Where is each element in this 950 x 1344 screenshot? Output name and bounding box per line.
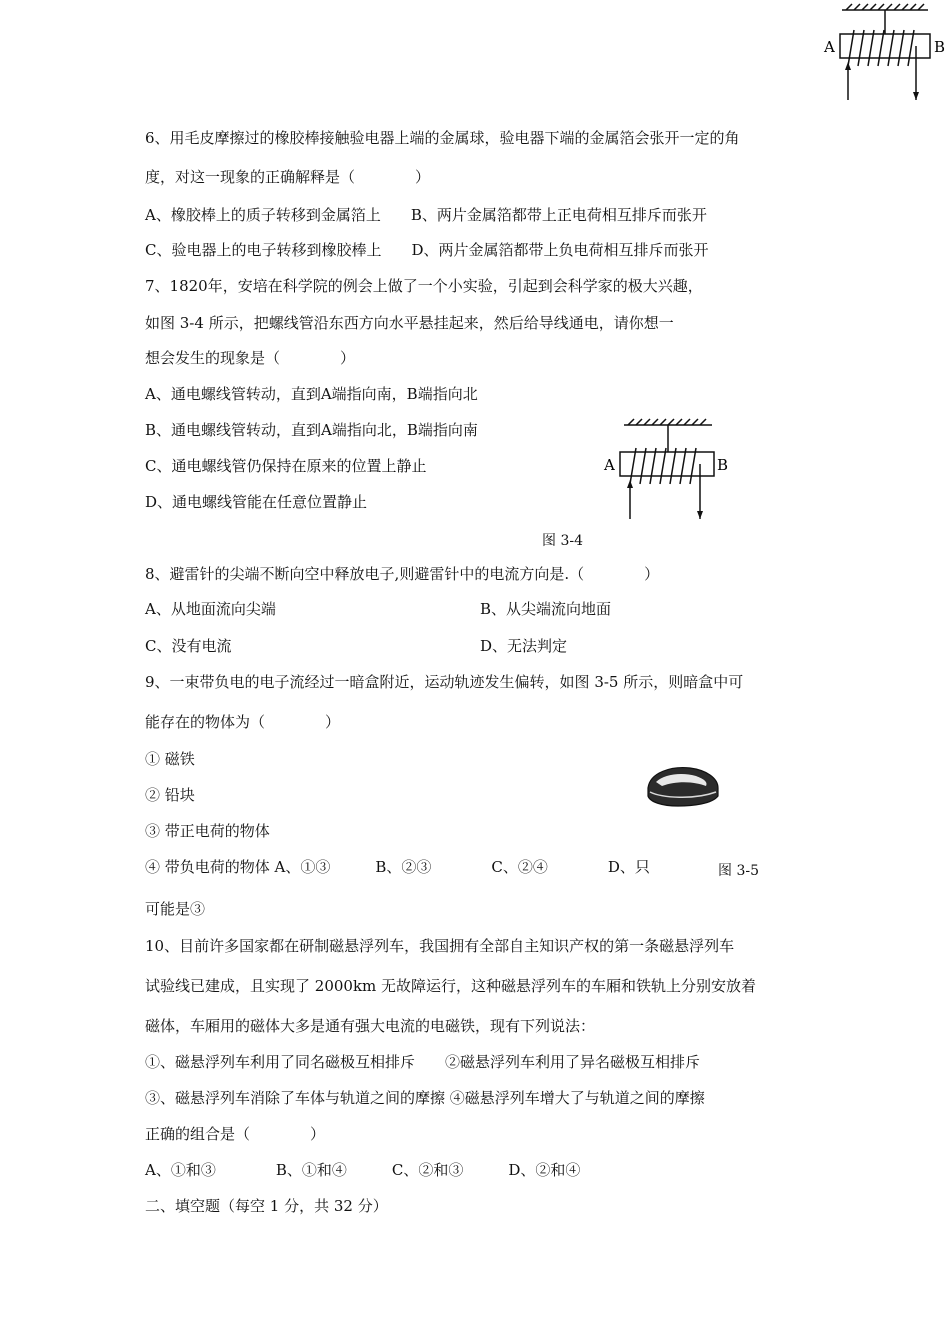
q9-stem-line1: 9、一束带负电的电子流经过一暗盒附近，运动轨迹发生偏转，如图 3-5 所示，则暗盒中可 — [145, 673, 744, 691]
q7-stem-line2: 如图 3-4 所示，把螺线管沿东西方向水平悬挂起来，然后给导线通电，请你想一 — [145, 314, 674, 332]
solenoid-figure-3-4 — [600, 415, 740, 525]
q8-option-d: D、无法判定 — [480, 637, 568, 655]
q10-statement-1-2: ①、磁悬浮列车利用了同名磁极互相排斥 ②磁悬浮列车利用了异名磁极互相排斥 — [145, 1053, 701, 1071]
q10-stem-line6: 正确的组合是（ ） — [145, 1125, 326, 1143]
q7-option-b: B、通电螺线管转动，直到A端指向北，B端指向南 — [145, 421, 478, 439]
figure-top-label-a: A — [824, 38, 835, 56]
q7-option-d: D、通电螺线管能在任意位置静止 — [145, 493, 368, 511]
q6-stem-line2: 度，对这一现象的正确解释是（ ） — [145, 168, 431, 186]
q7-option-a: A、通电螺线管转动，直到A端指向南，B端指向北 — [145, 385, 478, 403]
figure-top-label-b: B — [934, 38, 946, 56]
q9-item-1: ① 磁铁 — [145, 750, 195, 768]
q10-stem-line3: 磁体，车厢用的磁体大多是通有强大电流的电磁铁，现有下列说法： — [145, 1017, 596, 1035]
q10-options: A、①和③ B、①和④ C、②和③ D、②和④ — [145, 1161, 581, 1179]
q8-stem: 8、避雷针的尖端不断向空中释放电子,则避雷针中的电流方向是.（ ） — [145, 565, 660, 583]
figure-3-4-label-b: B — [717, 456, 729, 474]
q9-item-3: ③ 带正电荷的物体 — [145, 822, 270, 840]
q7-stem-line3: 想会发生的现象是（ ） — [145, 349, 356, 367]
q7-stem-line1: 7、1820年，安培在科学院的例会上做了一个小实验，引起到会科学家的极大兴趣， — [145, 277, 703, 295]
q8-option-a: A、从地面流向尖端 — [145, 600, 276, 618]
q6-options-ab: A、橡胶棒上的质子转移到金属箔上 B、两片金属箔都带上正电荷相互排斥而张开 — [145, 206, 707, 224]
figure-3-5-caption: 图 3-5 — [718, 863, 759, 879]
q6-stem-line1: 6、用毛皮摩擦过的橡胶棒接触验电器上端的金属球，验电器下端的金属箔会张开一定的角 — [145, 129, 740, 147]
q8-option-b: B、从尖端流向地面 — [480, 600, 612, 618]
q8-option-c: C、没有电流 — [145, 637, 232, 655]
solenoid-figure-top — [820, 0, 950, 105]
q9-item-2: ② 铅块 — [145, 786, 195, 804]
q10-stem-line1: 10、目前许多国家都在研制磁悬浮列车，我国拥有全部自主知识产权的第一条磁悬浮列车 — [145, 937, 735, 955]
q7-option-c: C、通电螺线管仍保持在原来的位置上静止 — [145, 457, 427, 475]
q9-item-4-options: ④ 带负电荷的物体 A、①③ B、②③ C、②④ D、只 — [145, 858, 650, 876]
section-2-heading: 二、填空题（每空 1 分，共 32 分） — [145, 1197, 388, 1215]
q9-item-4-continued: 可能是③ — [145, 900, 206, 918]
figure-3-4-caption: 图 3-4 — [542, 533, 583, 549]
q6-options-cd: C、验电器上的电子转移到橡胶棒上 D、两片金属箔都带上负电荷相互排斥而张开 — [145, 241, 709, 259]
q9-stem-line2: 能存在的物体为（ ） — [145, 713, 341, 731]
dark-box-figure-3-5 — [642, 762, 724, 812]
figure-3-4-label-a: A — [604, 456, 615, 474]
q10-stem-line2: 试验线已建成，且实现了 2000km 无故障运行，这种磁悬浮列车的车厢和铁轨上分别安放着 — [145, 977, 757, 995]
q10-statement-3-4: ③、磁悬浮列车消除了车体与轨道之间的摩擦 ④磁悬浮列车增大了与轨道之间的摩擦 — [145, 1089, 705, 1107]
